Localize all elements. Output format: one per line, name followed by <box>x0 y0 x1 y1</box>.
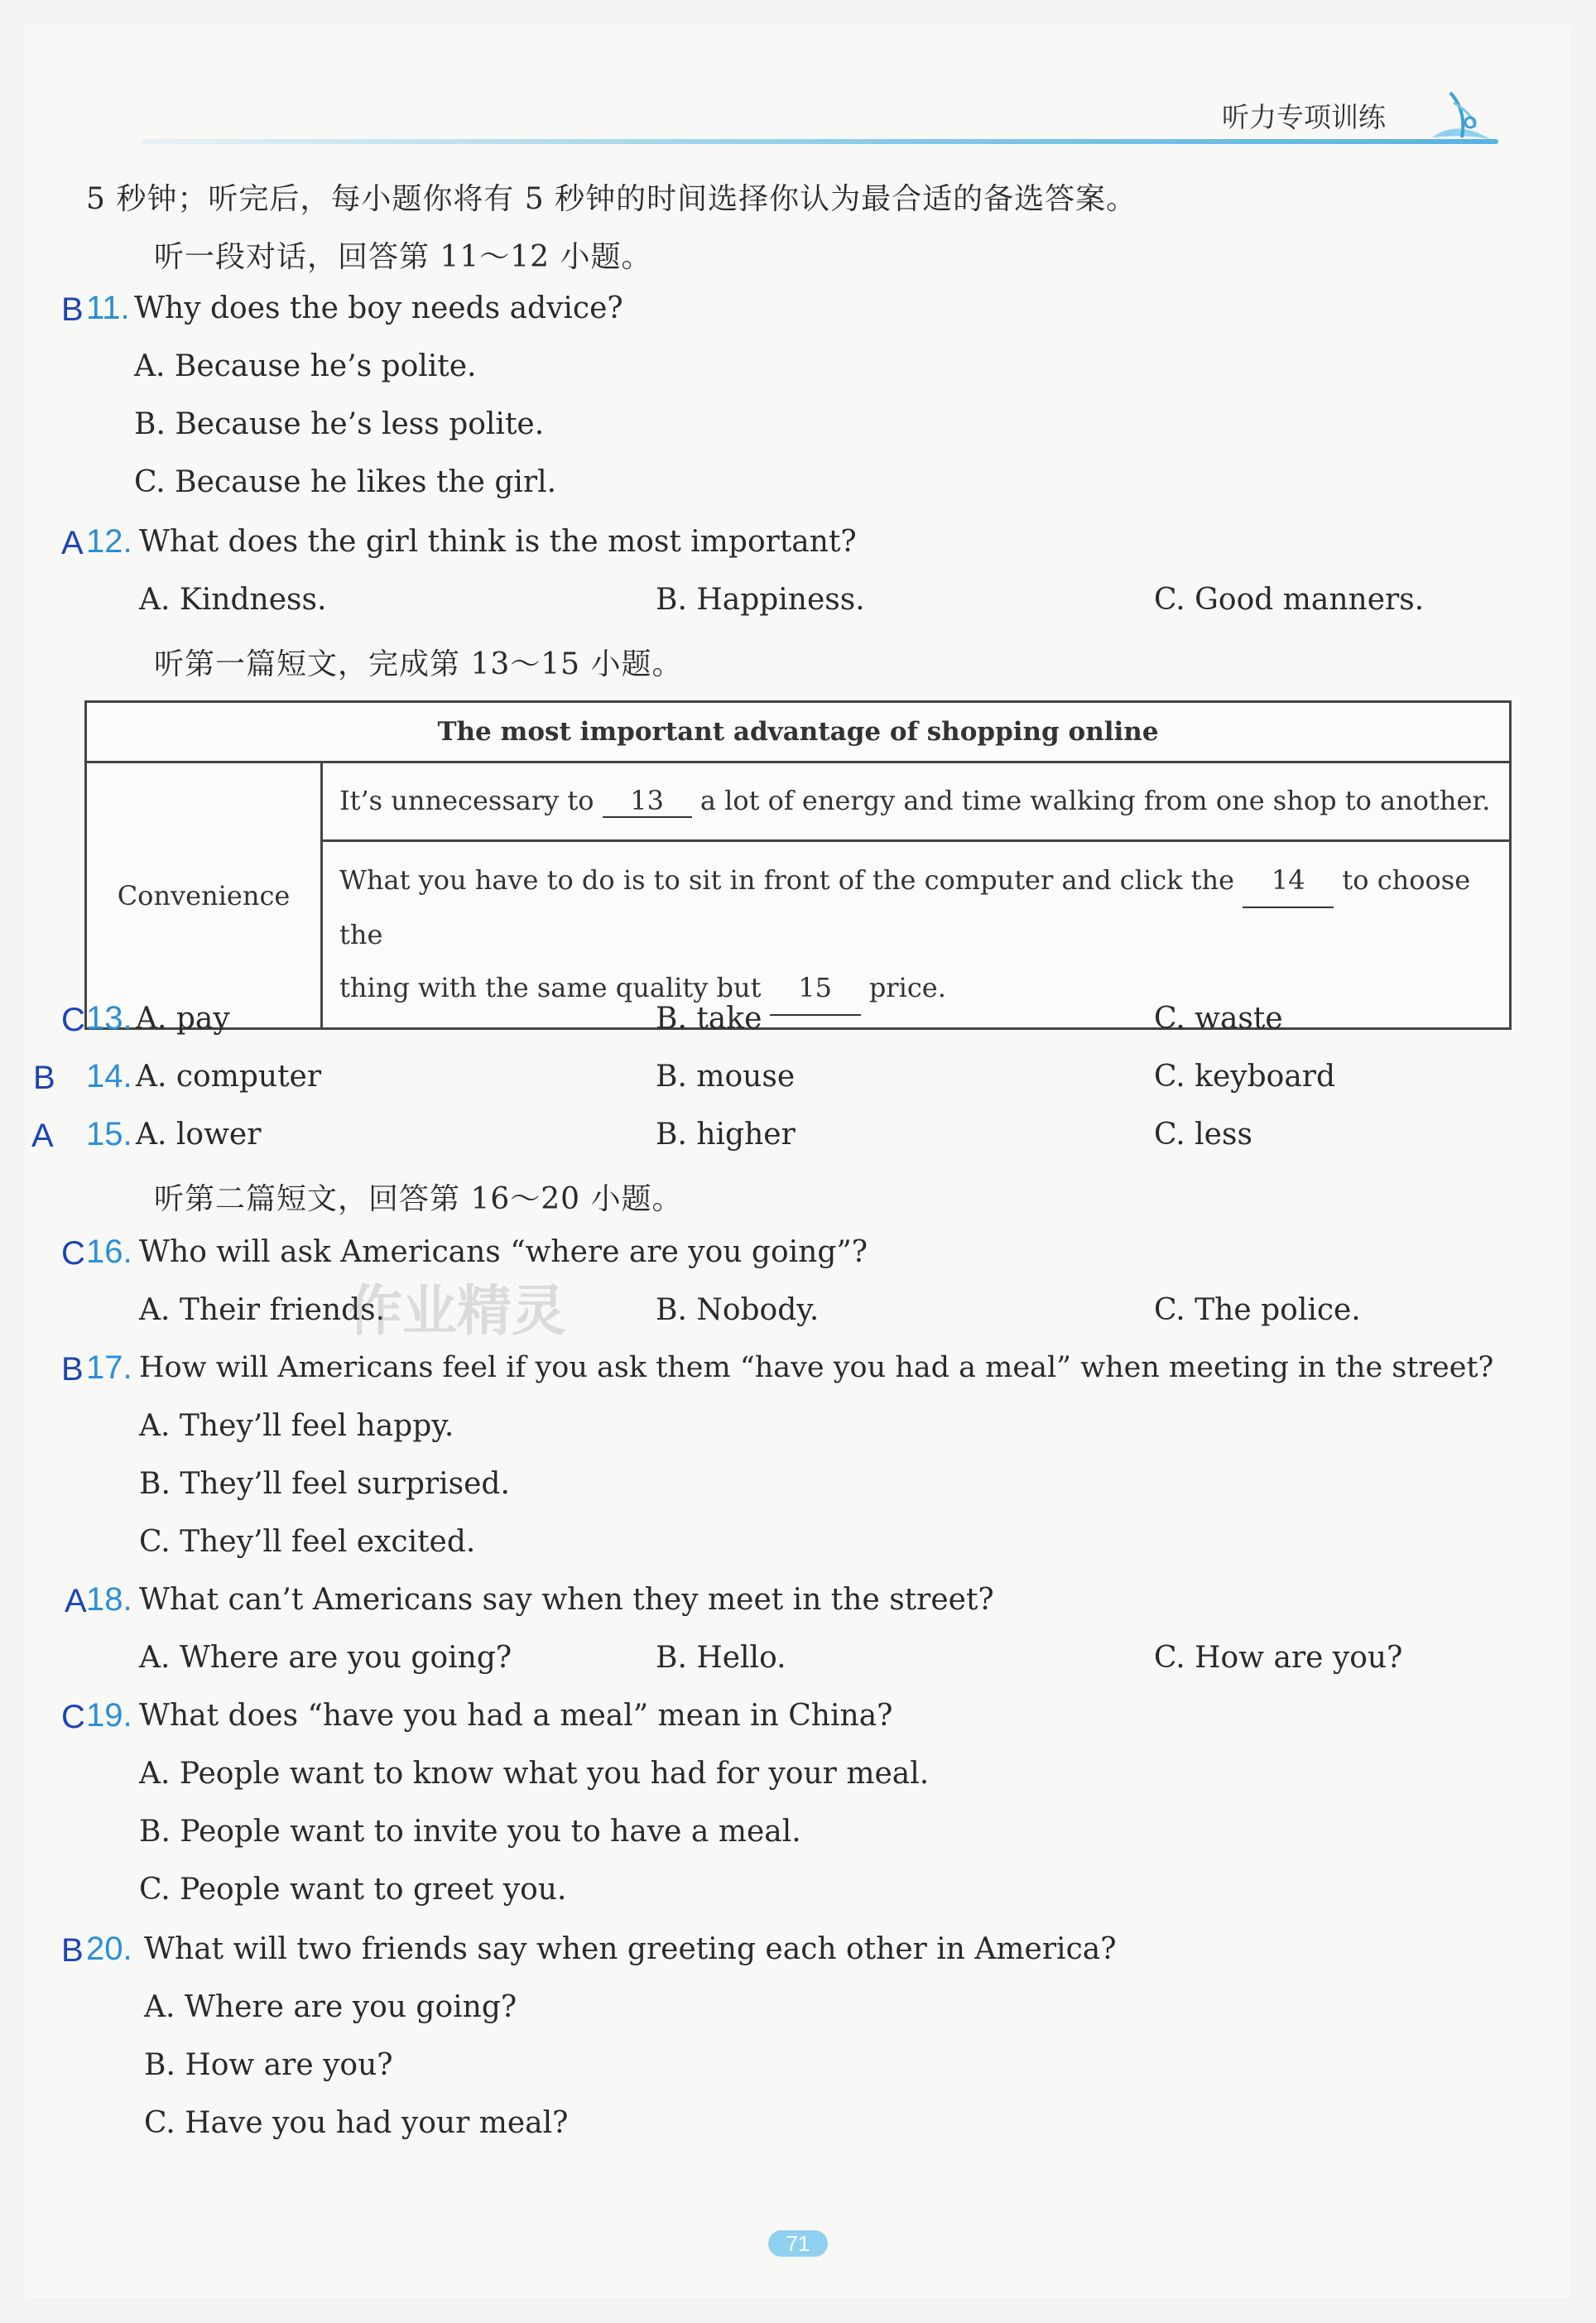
table-cell <box>322 762 1511 841</box>
option-a: A. Kindness. <box>139 583 327 617</box>
blank-14: 14 <box>1243 854 1334 908</box>
blank-13: 13 <box>603 785 692 818</box>
watermark: 作业精灵 <box>348 1279 566 1343</box>
section-heading: 听一段对话，回答第 11～12 小题。 <box>154 240 652 274</box>
question-number: 19. <box>86 1697 132 1734</box>
question-text: Why does the boy needs advice? <box>134 291 623 325</box>
section-heading: 听第二篇短文，回答第 16～20 小题。 <box>154 1182 683 1216</box>
option-b: B. Because he’s less polite. <box>134 407 545 441</box>
answer-mark: C <box>61 1699 85 1735</box>
option-b: B. People want to invite you to have a meal. <box>139 1815 801 1849</box>
question-text: What will two friends say when greeting each other in America? <box>144 1932 1117 1966</box>
option-c: C. Because he likes the girl. <box>134 465 557 499</box>
option-c: C. How are you? <box>1154 1641 1403 1675</box>
question-text: How will Americans feel if you ask them “have you had a meal” when meeting in the street? <box>139 1351 1494 1384</box>
question-text: What does the girl think is the most important? <box>139 525 857 559</box>
answer-mark: A <box>31 1118 54 1154</box>
question-text: What can’t Americans say when they meet in the street? <box>139 1583 994 1617</box>
advantage-table <box>84 700 1512 1030</box>
answer-mark: B <box>33 1060 55 1096</box>
option-a: A. lower <box>136 1118 262 1152</box>
option-a: A. Because he’s polite. <box>134 349 477 383</box>
question-number: 16. <box>86 1234 132 1270</box>
option-c: C. Good manners. <box>1154 583 1425 617</box>
option-b: B. Hello. <box>656 1641 786 1675</box>
page-number: 71 <box>768 2230 828 2257</box>
option-c: C. People want to greet you. <box>139 1873 567 1907</box>
cell-text: What you have to do is to sit in front of the computer and click the <box>339 864 1235 896</box>
option-b: B. higher <box>656 1118 796 1152</box>
option-a: A. Their friends. <box>139 1293 386 1327</box>
answer-mark: B <box>61 1932 84 1969</box>
option-b: B. Happiness. <box>656 583 865 617</box>
table-row-label: Convenience <box>86 762 322 1029</box>
answer-mark: C <box>61 1235 85 1272</box>
section-heading: 听第一篇短文，完成第 13～15 小题。 <box>154 647 683 681</box>
question-number: 15. <box>86 1116 132 1152</box>
option-c: C. waste <box>1154 1002 1283 1036</box>
question-number: 20. <box>86 1931 132 1967</box>
question-number: 11. <box>86 290 130 326</box>
cell-text: price. <box>868 972 946 1003</box>
option-a: A. They’ll feel happy. <box>139 1409 454 1443</box>
option-b: B. take <box>656 1002 762 1036</box>
option-a: A. pay <box>136 1002 230 1036</box>
option-b: B. mouse <box>656 1060 796 1094</box>
question-text: What does “have you had a meal” mean in China? <box>139 1699 893 1733</box>
instructions-text: 5 秒钟；听完后，每小题你将有 5 秒钟的时间选择你认为最合适的备选答案。 <box>86 182 1137 216</box>
question-number: 17. <box>86 1349 132 1386</box>
question-text: Who will ask Americans “where are you going”? <box>139 1235 868 1269</box>
option-b: B. How are you? <box>144 2048 393 2082</box>
section-header-title: 听力专项训练 <box>1222 101 1386 133</box>
option-a: A. People want to know what you had for your meal. <box>139 1757 930 1791</box>
cell-text: thing with the same quality but <box>339 972 762 1003</box>
table-title: The most important advantage of shopping online <box>86 702 1511 762</box>
option-b: B. They’ll feel surprised. <box>139 1467 510 1501</box>
table-cell <box>322 841 1511 1029</box>
answer-mark: A <box>65 1583 87 1619</box>
question-number: 14. <box>86 1058 132 1094</box>
option-c: C. The police. <box>1154 1293 1361 1327</box>
header-divider <box>141 139 1498 144</box>
option-a: A. Where are you going? <box>139 1641 512 1675</box>
question-number: 13. <box>86 1000 132 1036</box>
answer-mark: B <box>61 1351 84 1388</box>
answer-mark: C <box>61 1002 85 1038</box>
blank-15: 15 <box>770 961 861 1016</box>
question-number: 18. <box>86 1581 132 1618</box>
option-a: A. Where are you going? <box>144 1990 517 2024</box>
cell-text: to choose the <box>339 864 1471 950</box>
question-number: 12. <box>86 523 132 560</box>
logo-icon <box>1424 86 1498 152</box>
option-c: C. keyboard <box>1154 1060 1336 1094</box>
cell-text: It’s unnecessary to <box>339 785 594 816</box>
cell-text: a lot of energy and time walking from one shop to another. <box>699 785 1491 816</box>
option-a: A. computer <box>136 1060 322 1094</box>
option-c: C. They’ll feel excited. <box>139 1525 476 1559</box>
option-c: C. Have you had your meal? <box>144 2106 569 2140</box>
answer-mark: B <box>61 291 84 328</box>
option-c: C. less <box>1154 1118 1252 1152</box>
answer-mark: A <box>61 525 84 561</box>
option-b: B. Nobody. <box>656 1293 820 1327</box>
